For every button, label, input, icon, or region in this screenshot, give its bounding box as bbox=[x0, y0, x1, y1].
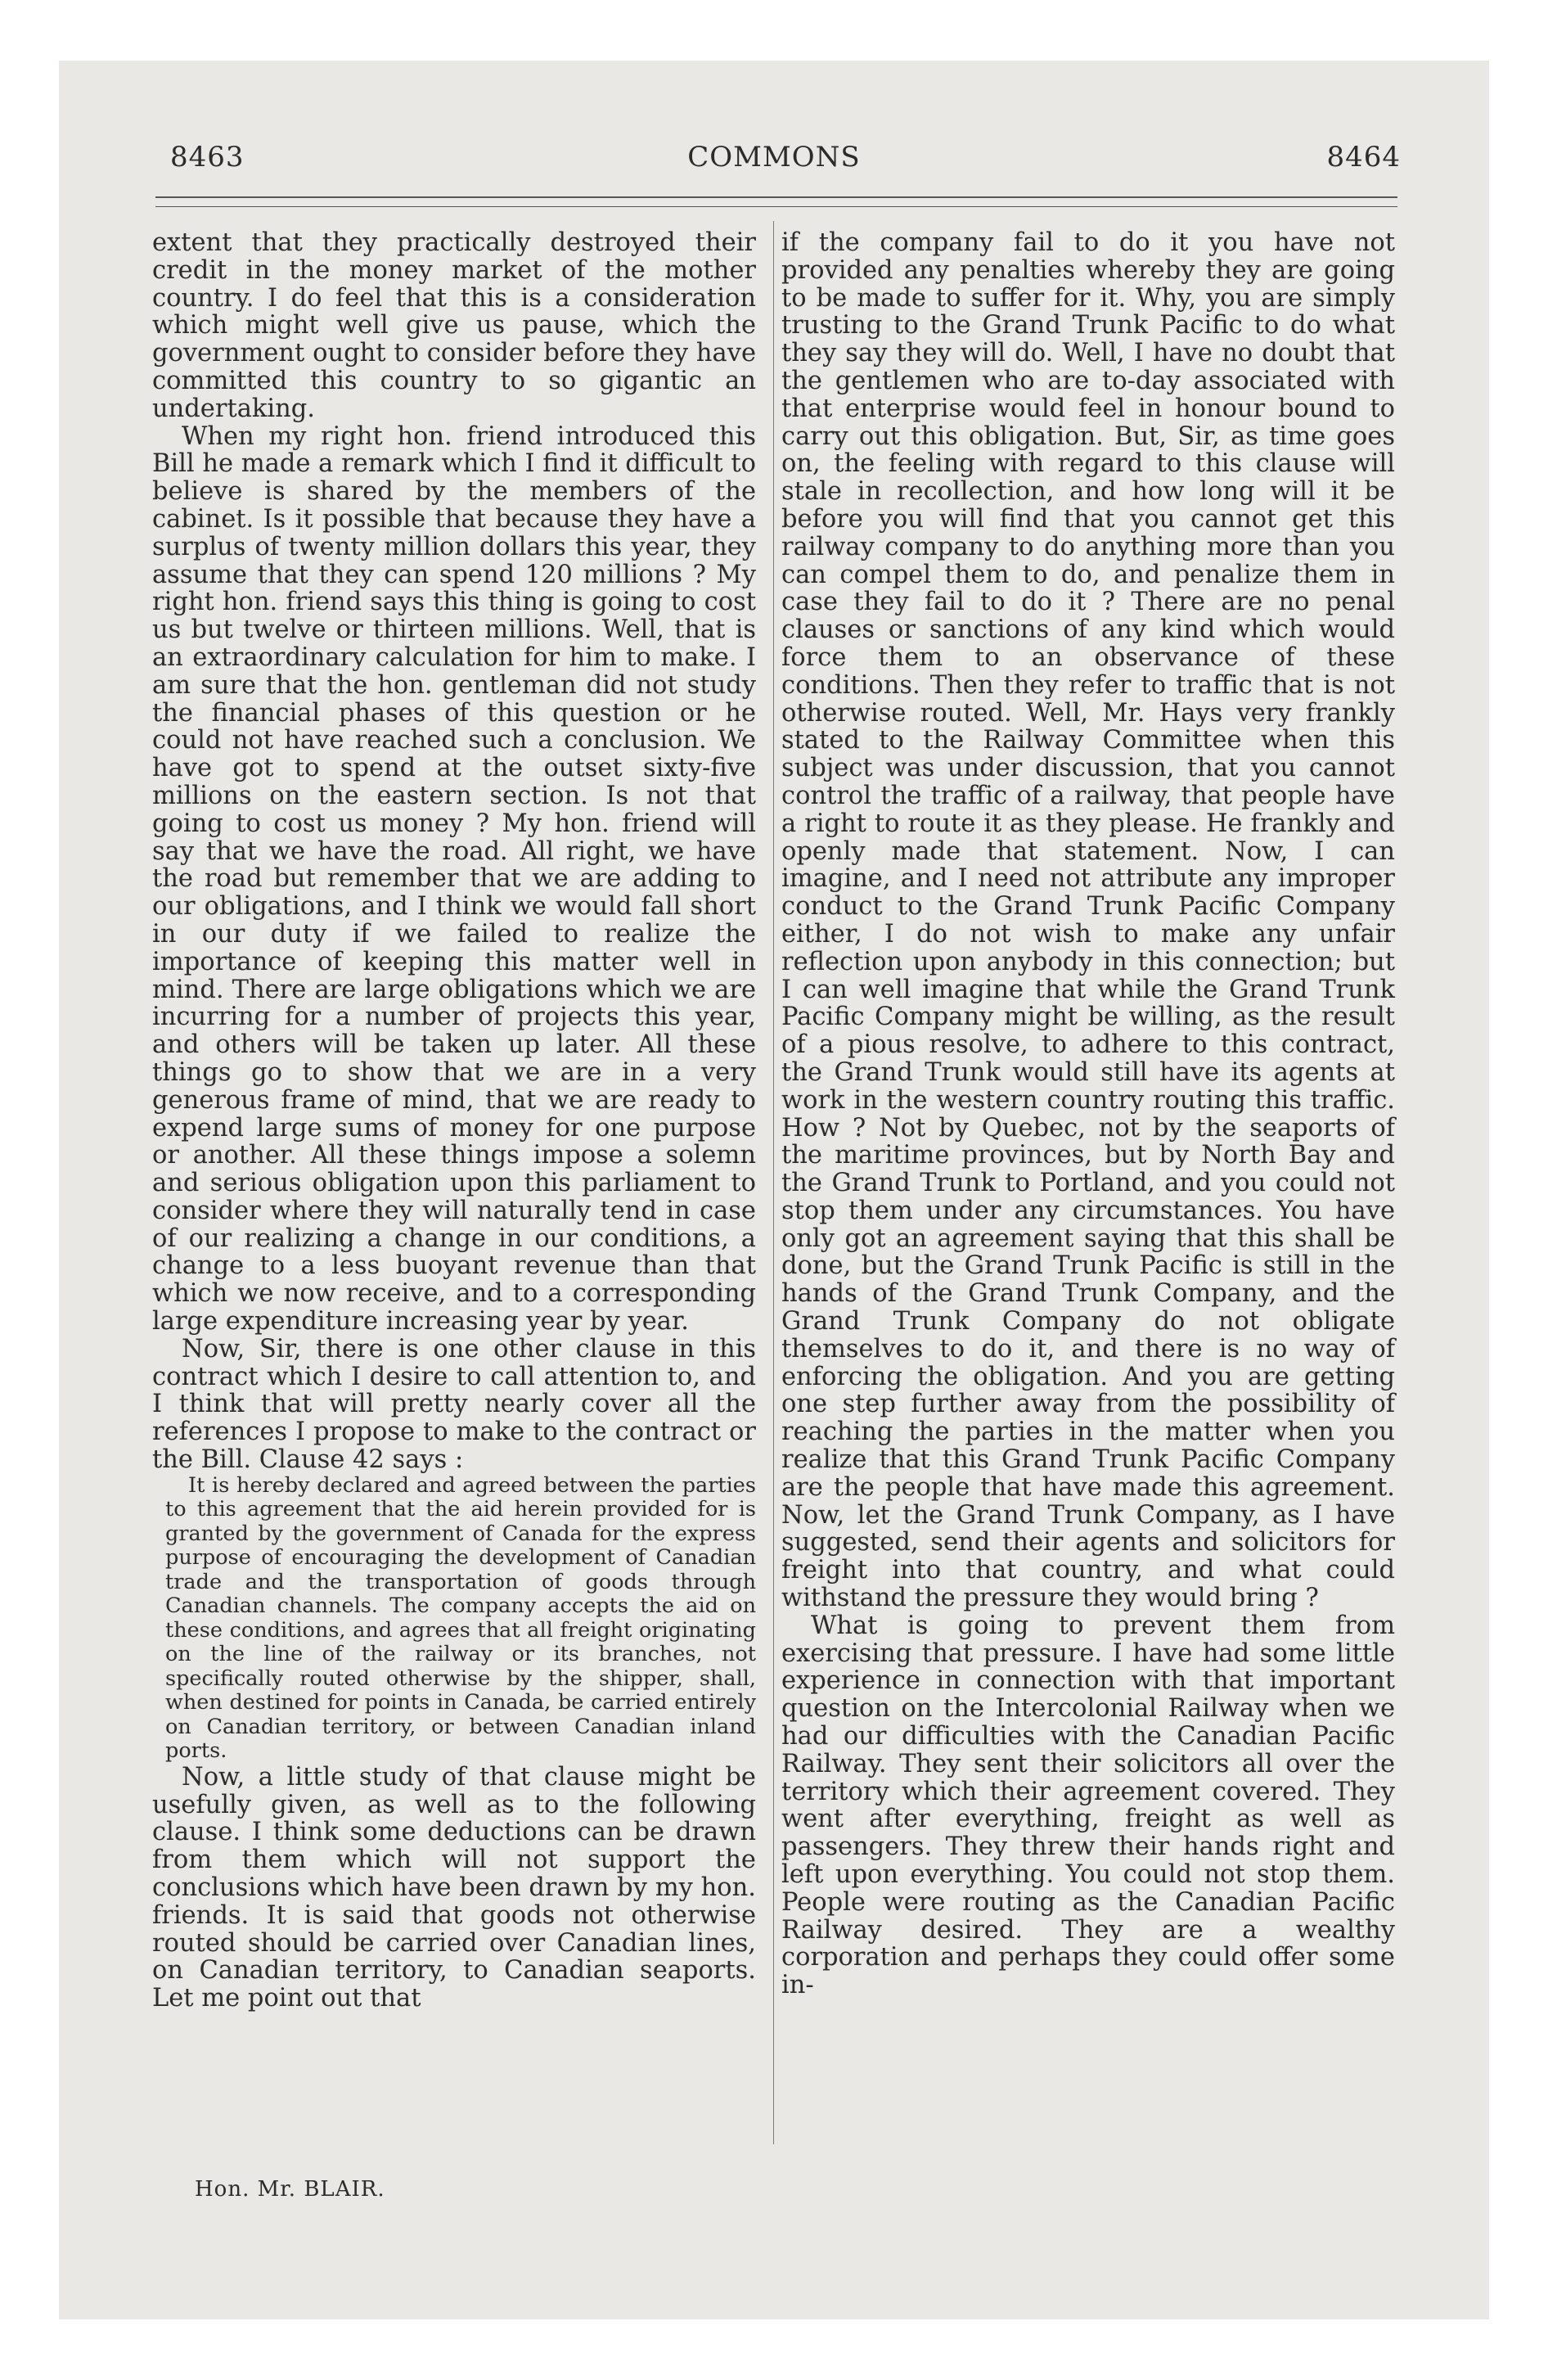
paragraph: extent that they practically destroyed their credit in the money market of the mother country. I do feel that this is a consideration which might well give us pause, which the government ought to consider before they have committed this country to so gigantic an undertaking. bbox=[152, 228, 756, 423]
left-column bbox=[152, 229, 756, 2013]
paragraph: Now, Sir, there is one other clause in this contract which I desire to call attention to, and I think that will pretty nearly cover all the references I propose to make to the contract or the Bill. Clause 42 says : bbox=[152, 1334, 756, 1475]
paragraph: Now, a little study of that clause might be usefully given, as well as to the following clause. I think some deductions can be drawn from them which will not support the conclusions which have been drawn by my hon. friends. It is said that goods not otherwise routed should be carried over Canadian lines, on Canadian territory, to Canadian seaports. Let me point out that bbox=[152, 1762, 756, 2013]
paragraph: When my right hon. friend introduced this Bill he made a remark which I find it difficult to believe is shared by the members of the cabinet. Is it possible that because they have a surplus of twenty million dollars this year, they assume that they can spend 120 millions ? My right hon. friend says this thing is going to cost us but twelve or thirteen millions. Well, that is an extraordinary calculation for him to make. I am sure that the hon. gentleman did not study the financial phases of this question or he could not have reached such a conclusion. We have got to spend at the outset sixty-five millions on the eastern section. Is not that going to cost us money ? My hon. friend will say that we have the road. All right, we have the road but remember that we are adding to our obligations, and I think we would fall short in our duty if we failed to realize the importance of keeping this matter well in mind. There are large obligations which we are incurring for a number of projects this year, and others will be taken up later. All these things go to show that we are in a very generous frame of mind, that we are ready to expend large sums of money for one purpose or another. All these things impose a solemn and serious obligation upon this parliament to consider where they will naturally tend in case of our realizing a change in our conditions, a change to a less buoyant revenue than that which we now receive, and to a corresponding large expenditure increasing year by year. bbox=[152, 421, 756, 1336]
speaker-footer: Hon. Mr. BLAIR. bbox=[195, 2177, 385, 2202]
header-rule-thin bbox=[155, 206, 1397, 207]
right-column bbox=[781, 229, 1395, 1999]
header-rule-thick bbox=[155, 196, 1397, 198]
quote-text: It is hereby declared and agreed between the parties to this agreement that the aid herein provided for is granted by the government of Canada for the express purpose of encouraging the development of Canadian trade and the transportation of goods through Canadian channels. The company accepts the aid on these conditions, and agrees that all freight originating on the line of the railway or its branches, not specifically routed otherwise by the shipper, shall, when destined for points in Canada, be carried entirely on Canadian territory, or between Canadian inland ports. bbox=[165, 1472, 756, 1764]
block-quote-clause-42 bbox=[152, 1474, 756, 1764]
paragraph: What is going to prevent them from exercising that pressure. I have had some little experience in connection with that important question on the Intercolonial Railway when we had our difficulties with the Canadian Pacific Railway. They sent their solicitors all over the territory which their agreement covered. They went after everything, freight as well as passengers. They threw their hands right and left upon everything. You could not stop them. People were routing as the Canadian Pacific Railway desired. They are a wealthy corporation and perhaps they could offer some in- bbox=[781, 1611, 1395, 2000]
paragraph: if the company fail to do it you have not provided any penalties whereby they are going to be made to suffer for it. Why, you are simply trusting to the Grand Trunk Pacific to do what they say they will do. Well, I have no doubt that the gentlemen who are to-day associated with that enterprise would feel in honour bound to carry out this obligation. But, Sir, as time goes on, the feeling with regard to this clause will stale in recollection, and how long will it be before you will find that you cannot get this railway company to do anything more than you can compel them to do, and penalize them in case they fail to do it ? There are no penal clauses or sanctions of any kind which would force them to an observance of these conditions. Then they refer to traffic that is not otherwise routed. Well, Mr. Hays very frankly stated to the Railway Committee when this subject was under discussion, that you cannot control the traffic of a railway, that people have a right to route it as they please. He frankly and openly made that statement. Now, I can imagine, and I need not attribute any improper conduct to the Grand Trunk Pacific Company either, I do not wish to make any unfair reflection upon anybody in this connection; but I can well imagine that while the Grand Trunk Pacific Company might be willing, as the result of a pious resolve, to adhere to this contract, the Grand Trunk would still have its agents at work in the western country routing this traffic. How ? Not by Quebec, not by the seaports of the maritime provinces, but by North Bay and the Grand Trunk to Portland, and you could not stop them under any circumstances. You have only got an agreement saying that this shall be done, but the Grand Trunk Pacific is still in the hands of the Grand Trunk Company, and the Grand Trunk Company do not obligate themselves to do it, and there is no way of enforcing the obligation. And you are getting one step further away from the possibility of reaching the parties in the matter when you realize that this Grand Trunk Pacific Company are the people that have made this agreement. Now, let the Grand Trunk Company, as I have suggested, send their agents and solicitors for freight into that country, and what could withstand the pressure they would bring ? bbox=[781, 228, 1395, 1613]
page-number-right: 8464 bbox=[1326, 141, 1401, 174]
column-divider bbox=[773, 221, 774, 2144]
page-number-left: 8463 bbox=[170, 141, 245, 174]
running-title: COMMONS bbox=[687, 141, 861, 174]
